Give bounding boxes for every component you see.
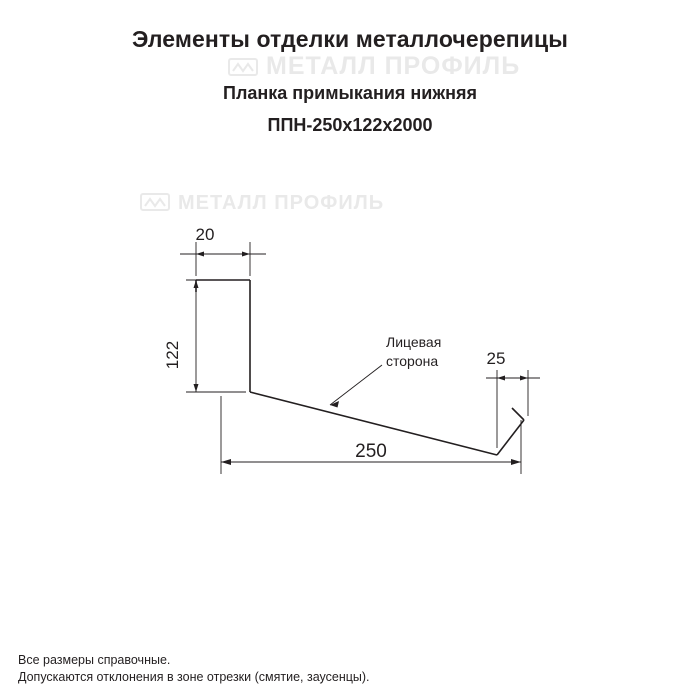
dimension-122-label: 122 bbox=[163, 340, 182, 370]
dimension-20 bbox=[180, 242, 266, 276]
watermark-text-2: МЕТАЛЛ ПРОФИЛЬ bbox=[178, 192, 385, 214]
footer-notes bbox=[18, 652, 682, 686]
technical-drawing bbox=[0, 180, 700, 520]
dimension-122 bbox=[186, 280, 246, 392]
face-side-label-line2: сторона bbox=[386, 353, 439, 369]
watermark-text: МЕТАЛЛ ПРОФИЛЬ bbox=[266, 52, 521, 80]
title-block bbox=[0, 24, 700, 138]
product-name: Планка примыкания нижняя bbox=[223, 83, 477, 103]
dimension-20-label: 20 bbox=[195, 225, 215, 244]
drawing-svg bbox=[0, 180, 700, 520]
face-side-leader bbox=[330, 365, 382, 408]
face-side-label-line1: Лицевая bbox=[386, 334, 442, 350]
footer-line-1: Все размеры справочные. bbox=[18, 653, 171, 667]
profile-outline bbox=[196, 280, 524, 455]
product-code: ППН-250x122x2000 bbox=[267, 115, 433, 135]
footer-line-2: Допускаются отклонения в зоне отрезки (смятие, заусенцы). bbox=[18, 670, 370, 684]
dimension-250 bbox=[221, 396, 521, 474]
page-title: Элементы отделки металлочерепицы bbox=[131, 26, 568, 52]
dimension-25-label: 25 bbox=[486, 349, 506, 368]
dimension-250-label: 250 bbox=[355, 441, 387, 462]
